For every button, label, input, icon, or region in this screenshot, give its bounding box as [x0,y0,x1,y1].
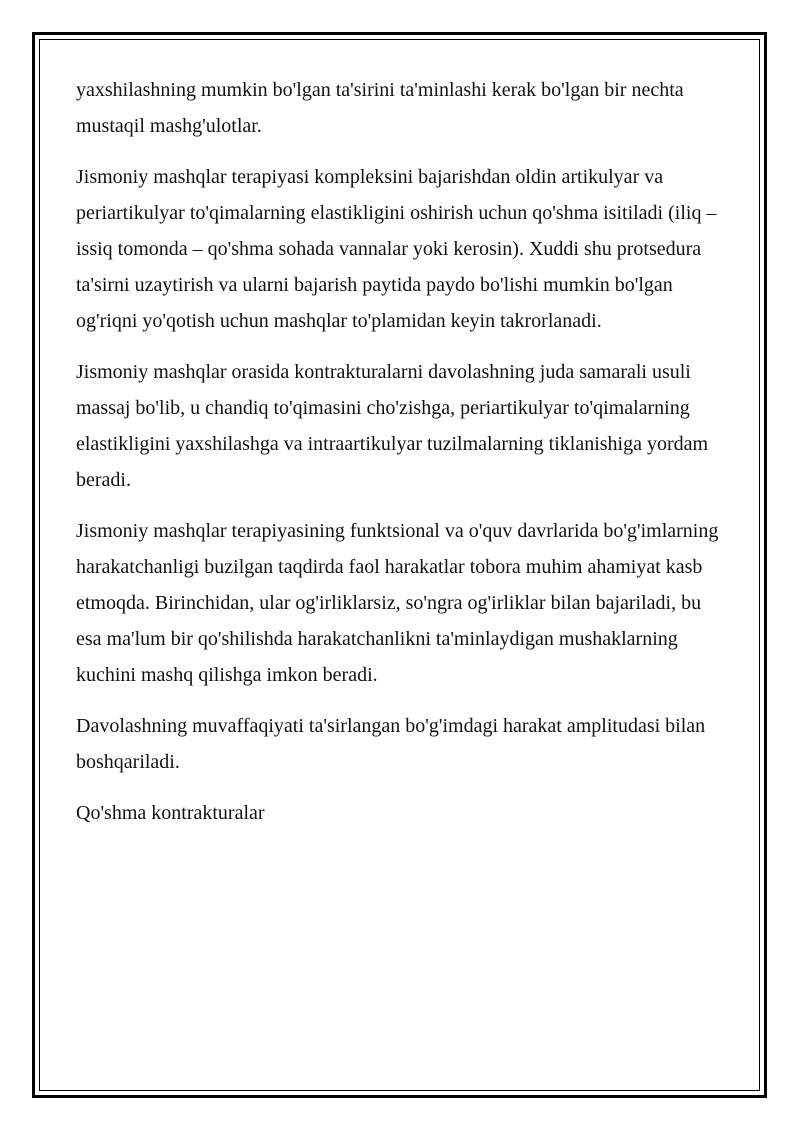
paragraph-5: Davolashning muvaffaqiyati ta'sirlangan bo'g'imdagi harakat amplitudasi bilan boshqariladi. [76,715,706,773]
paragraph-3: Jismoniy mashqlar orasida kontrakturalarni davolashning juda samarali usuli massaj bo'lib, u chandiq to'qimasini cho'zishga, periartikulyar to'qimalarning elastikligini yaxshilashga va intraartikulyar tuzilmalarning tiklanishiga yordam beradi. [76,361,709,491]
paragraph-2: Jismoniy mashqlar terapiyasi kompleksini bajarishdan oldin artikulyar va periartikulyar to'qimalarning elastikligini oshirish uchun qo'shma isitiladi (iliq – issiq tomonda – qo'shma sohada vannalar yoki kerosin). Xuddi shu protsedura ta'sirni uzaytirish va ularni bajarish paytida paydo bo'lishi mumkin bo'lgan og'riqni yo'qotish uchun mashqlar to'plamidan keyin takrorlanadi. [76,166,717,332]
paragraph-4: Jismoniy mashqlar terapiyasining funktsional va o'quv davrlarida bo'g'imlarning harakatchanligi buzilgan taqdirda faol harakatlar tobora muhim ahamiyat kasb etmoqda. Birinchidan, ular og'irliklarsiz, so'ngra og'irliklar bilan bajariladi, bu esa ma'lum bir qo'shilishda harakatchanlikni ta'minlaydigan mushaklarning kuchini mashq qilishga imkon beradi. [76,520,719,686]
section-heading: Qo'shma kontrakturalar [76,802,265,824]
paragraph-1: yaxshilashning mumkin bo'lgan ta'sirini ta'minlashi kerak bo'lgan bir nechta mustaqil mashg'ulotlar. [76,79,684,137]
document-body [76,72,726,846]
